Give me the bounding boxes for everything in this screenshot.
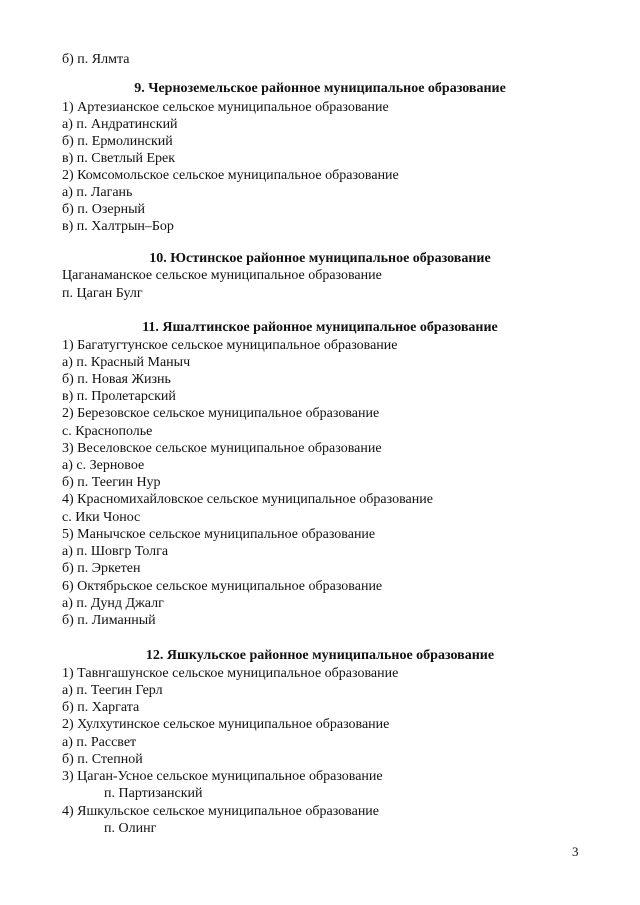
list-item: б) п. Озерный [62,202,146,217]
list-item: п. Олинг [104,821,157,836]
section-heading-11: 11. Яшалтинское районное муниципальное образование [142,320,498,335]
list-item: а) с. Зерновое [62,458,145,473]
section-heading-9: 9. Черноземельское районное муниципальное образование [134,81,506,96]
list-item: в) п. Пролетарский [62,389,176,404]
section-heading-10: 10. Юстинское районное муниципальное образование [149,251,491,266]
list-item: в) п. Светлый Ерек [62,151,176,166]
list-item: б) п. Харгата [62,700,140,715]
list-item: 2) Хулхутинское сельское муниципальное образование [62,717,390,732]
list-item: а) п. Андратинский [62,117,178,132]
list-item: б) п. Ялмта [62,52,130,67]
list-item: 2) Березовское сельское муниципальное образование [62,406,380,421]
list-item: а) п. Теегин Герл [62,683,163,698]
section-heading-12: 12. Яшкульское районное муниципальное образование [145,648,495,663]
page-number: 3 [572,844,579,859]
list-item: 3) Цаган-Усное сельское муниципальное образование [62,769,383,784]
list-item: б) п. Ермолинский [62,134,173,149]
list-item: Цаганаманское сельское муниципальное образование [62,268,382,283]
list-item: с. Краснополье [62,424,153,439]
list-item: 2) Комсомольское сельское муниципальное образование [62,168,399,183]
list-item: а) п. Красный Маныч [62,355,191,370]
list-item: 4) Яшкульское сельское муниципальное образование [62,804,380,819]
list-item: а) п. Шовгр Толга [62,544,169,559]
list-item: б) п. Лиманный [62,613,156,628]
list-item: 5) Манычское сельское муниципальное образование [62,527,376,542]
list-item: 1) Артезианское сельское муниципальное образование [62,100,389,115]
list-item: б) п. Теегин Нур [62,475,161,490]
list-item: а) п. Рассвет [62,735,137,750]
list-item: б) п. Эркетен [62,561,141,576]
list-item: а) п. Дунд Джалг [62,596,164,611]
list-item: б) п. Новая Жизнь [62,372,171,387]
list-item: п. Партизанский [104,786,203,801]
list-item: с. Ики Чонос [62,510,141,525]
list-item: п. Цаган Булг [62,286,143,301]
list-item: б) п. Степной [62,752,143,767]
list-item: 1) Багатугтунское сельское муниципальное образование [62,338,398,353]
list-item: 3) Веселовское сельское муниципальное образование [62,441,382,456]
list-item: 6) Октябрьское сельское муниципальное образование [62,579,383,594]
list-item: 1) Тавнгашунское сельское муниципальное образование [62,666,399,681]
list-item: а) п. Лагань [62,185,133,200]
list-item: 4) Красномихайловское сельское муниципальное образование [62,492,433,507]
list-item: в) п. Халтрын–Бор [62,219,174,234]
